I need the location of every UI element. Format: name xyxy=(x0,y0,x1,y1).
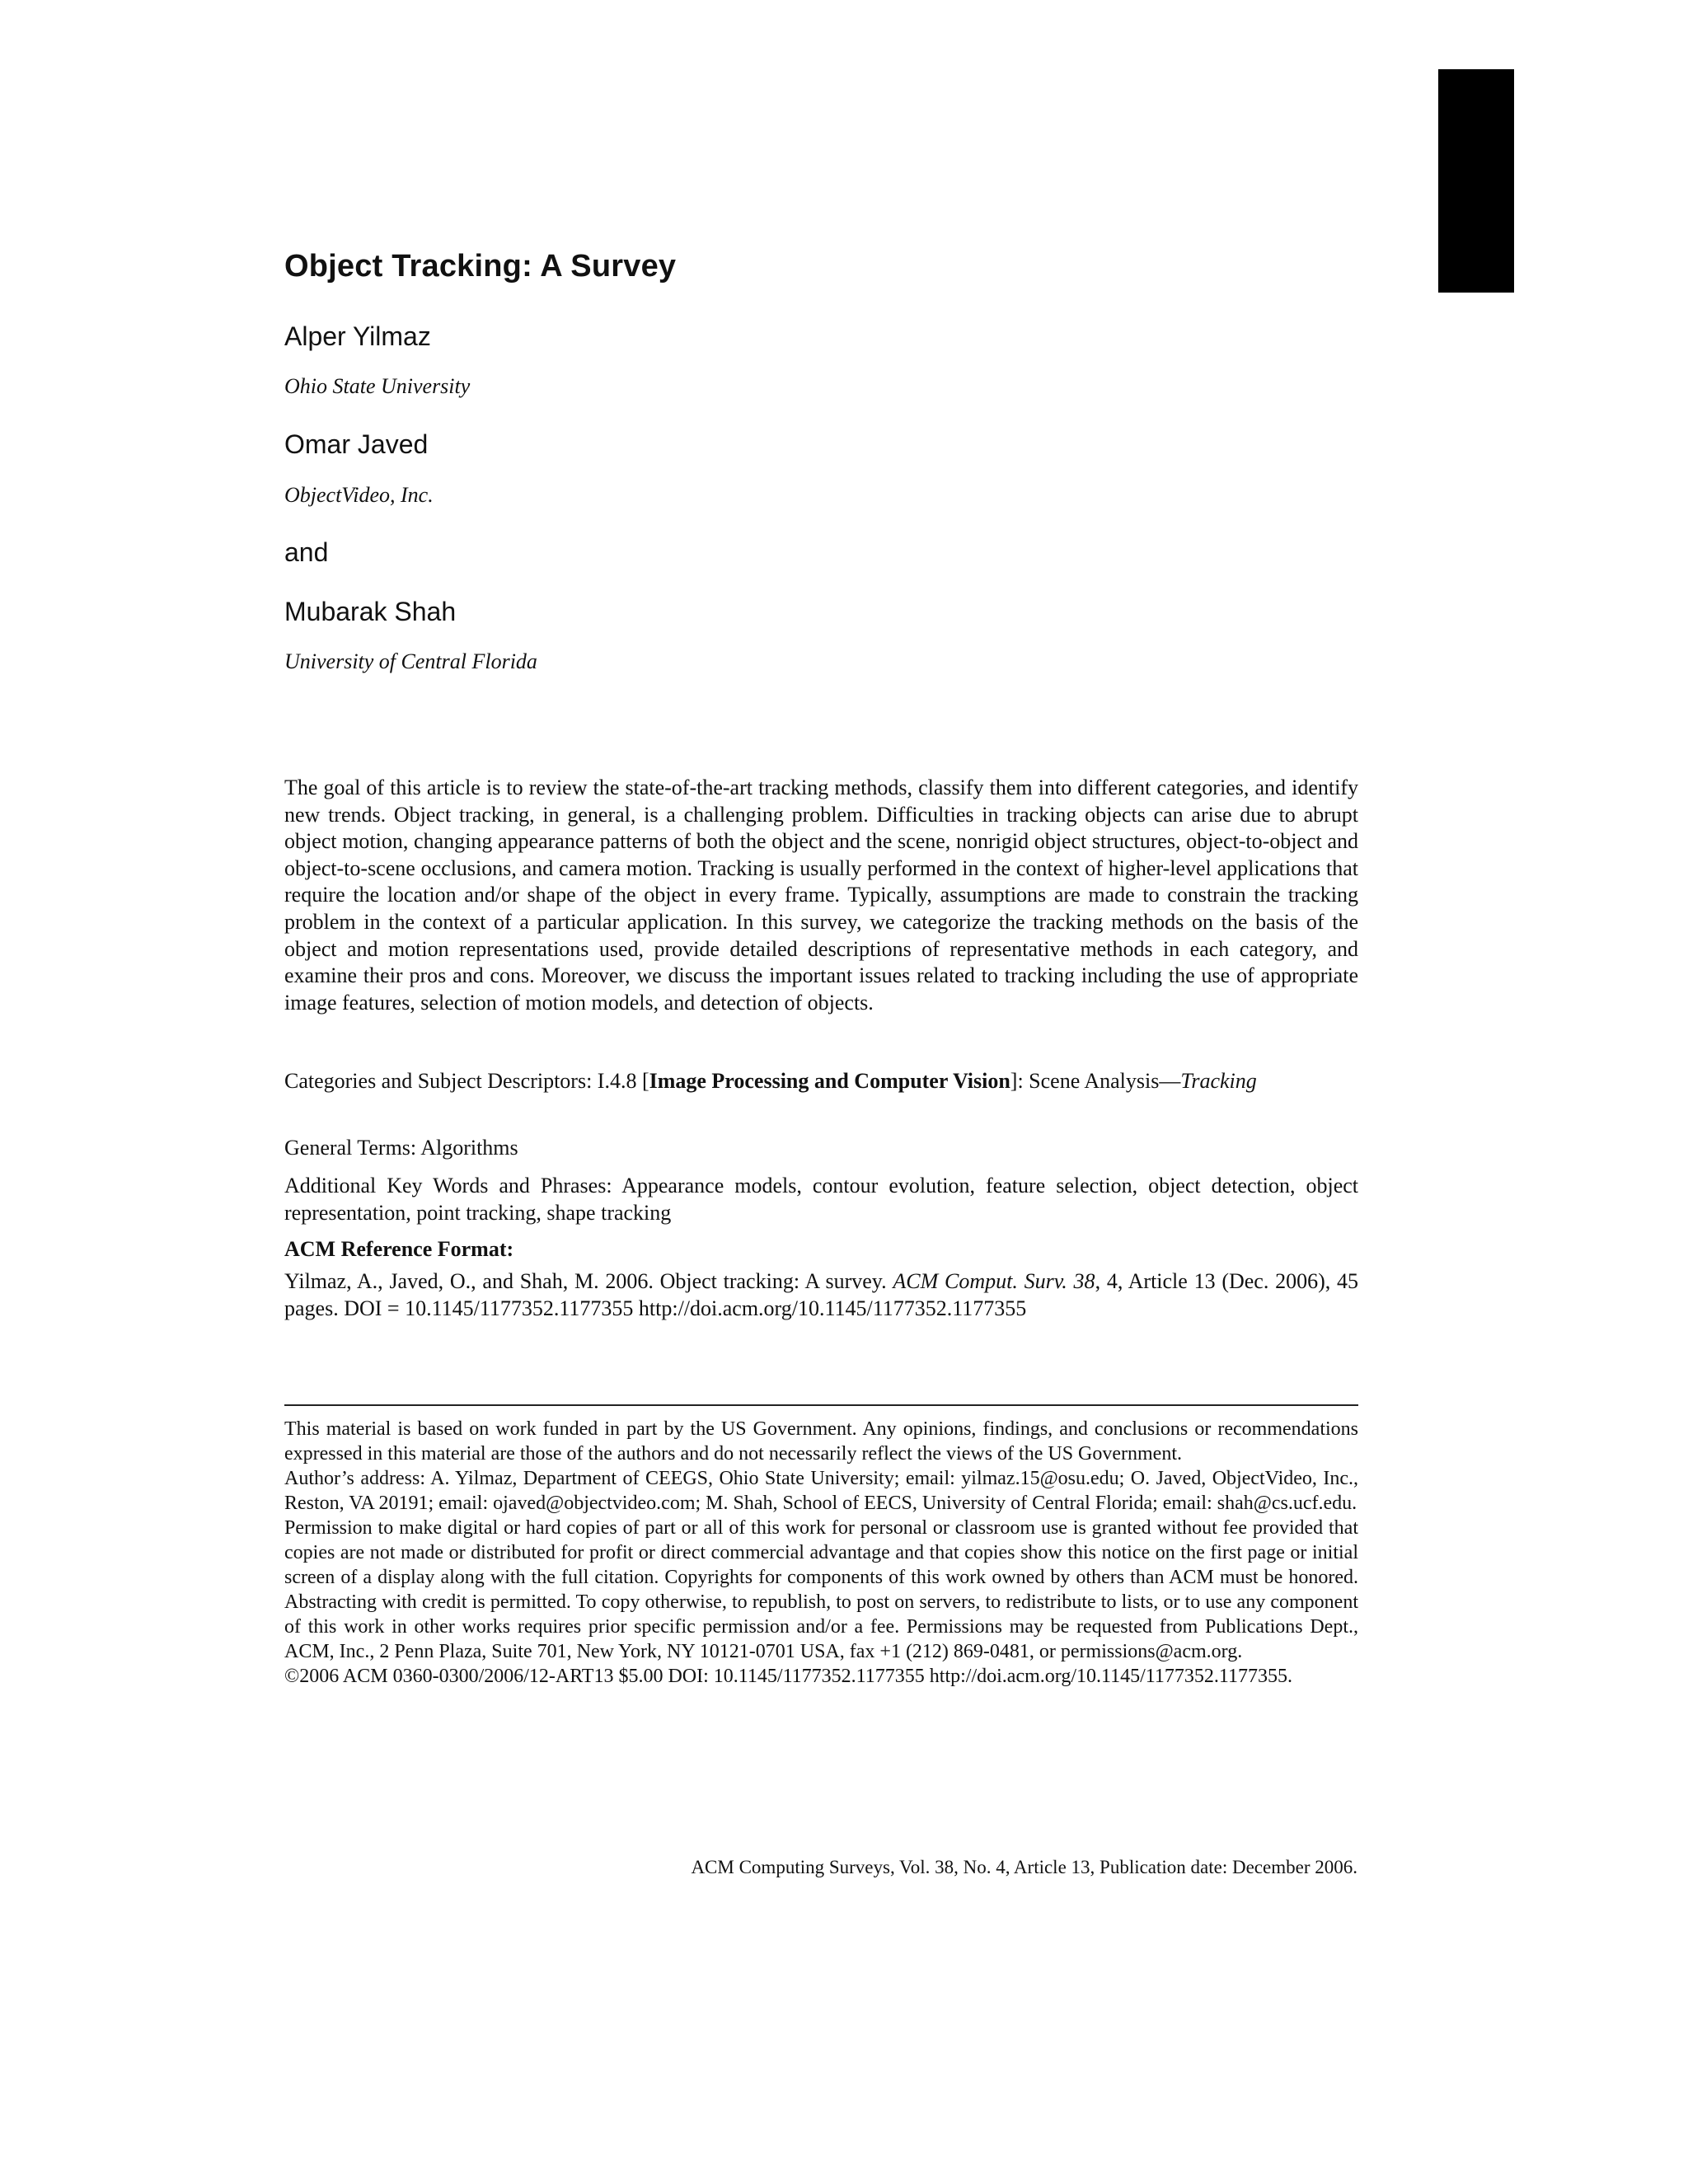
acm-reference-prefix: Yilmaz, A., Javed, O., and Shah, M. 2006. Object tracking: A survey. xyxy=(284,1269,893,1293)
acm-reference-suffix: , 4, Article 13 (Dec. 2006), 45 pages. DOI = 10.1145/1177352.1177355 http://doi.acm.org/10.1145/1177352.1177355 xyxy=(284,1269,1358,1320)
paper-title: Object Tracking: A Survey xyxy=(284,249,677,284)
general-terms: General Terms: Algorithms xyxy=(284,1136,518,1160)
footnote-permission: Permission to make digital or hard copies of part or all of this work for personal or classroom use is granted without fee provided that copies are not made or distributed for profit or direct commercial advantage and that copies show this notice on the first page or initial screen of a display along with the full citation. Copyrights for components of this work owned by others than ACM must be honored. Abstracting with credit is permitted. To copy otherwise, to republish, to post on servers, to redistribute to lists, or to use any component of this work in other works requires prior specific permission and/or a fee. Permissions may be requested from Publications Dept., ACM, Inc., 2 Penn Plaza, Suite 701, New York, NY 10121-0701 USA, fax +1 (212) 869-0481, or permissions@acm.org. xyxy=(284,1517,1358,1662)
thumb-index-tab xyxy=(1438,69,1514,293)
author-affiliation: University of Central Florida xyxy=(284,649,537,673)
page-footer: ACM Computing Surveys, Vol. 38, No. 4, Article 13, Publication date: December 2006. xyxy=(691,1857,1357,1877)
acm-reference-journal: ACM Comput. Surv. 38 xyxy=(893,1269,1095,1293)
footnote-divider xyxy=(284,1404,1358,1406)
footnote-copyright: ©2006 ACM 0360-0300/2006/12-ART13 $5.00 DOI: 10.1145/1177352.1177355 http://doi.acm.org/10.1145/1177352.1177355. xyxy=(284,1666,1292,1687)
author-name: Mubarak Shah xyxy=(284,597,457,626)
descriptors-prefix: Categories and Subject Descriptors: I.4.8 [ xyxy=(284,1069,649,1093)
acm-reference-heading: ACM Reference Format: xyxy=(284,1237,514,1261)
abstract: The goal of this article is to review the state-of-the-art tracking methods, classify them into different categories, and identify new trends. Object tracking, in general, is a challenging problem. Difficulties in tracking objects can arise due to abrupt object motion, changing appearance patterns of both the object and the scene, nonrigid object structures, object-to-object and object-to-scene occlusions, and camera motion. Tracking is usually performed in the context of higher-level applications that require the location and/or shape of the object in every frame. Typically, assumptions are made to constrain the tracking problem in the context of a particular application. In this survey, we categorize the tracking methods on the basis of the object and motion representations used, provide detailed descriptions of representative methods in each category, and examine their pros and cons. Moreover, we discuss the important issues related to tracking including the use of appropriate image features, selection of motion models, and detection of objects. xyxy=(284,776,1358,1015)
subject-descriptors xyxy=(284,1068,1358,1095)
footnote-funding: This material is based on work funded in part by the US Government. Any opinions, findings, and conclusions or recommendations expressed in this material are those of the authors and do not necessarily reflect the views of the US Government. xyxy=(284,1418,1358,1465)
descriptors-bold: Image Processing and Computer Vision xyxy=(649,1069,1010,1093)
author-name: Omar Javed xyxy=(284,429,429,459)
author-affiliation: Ohio State University xyxy=(284,374,471,398)
acm-reference xyxy=(284,1268,1358,1322)
footnotes xyxy=(284,1417,1358,1689)
author-connector: and xyxy=(284,537,329,567)
author-affiliation: ObjectVideo, Inc. xyxy=(284,483,434,507)
author-name: Alper Yilmaz xyxy=(284,321,431,351)
footnote-address: Author’s address: A. Yilmaz, Department of CEEGS, Ohio State University; email: yilmaz.15@osu.edu; O. Javed, ObjectVideo, Inc., Reston, VA 20191; email: ojaved@objectvideo.com; M. Shah, School of EECS, University of Central Florida; email: shah@cs.ucf.edu. xyxy=(284,1468,1358,1514)
keywords: Additional Key Words and Phrases: Appearance models, contour evolution, feature selection, object detection, object representation, point tracking, shape tracking xyxy=(284,1174,1358,1225)
descriptors-suffix: ]: Scene Analysis— xyxy=(1010,1069,1181,1093)
descriptors-italic: Tracking xyxy=(1180,1069,1257,1093)
